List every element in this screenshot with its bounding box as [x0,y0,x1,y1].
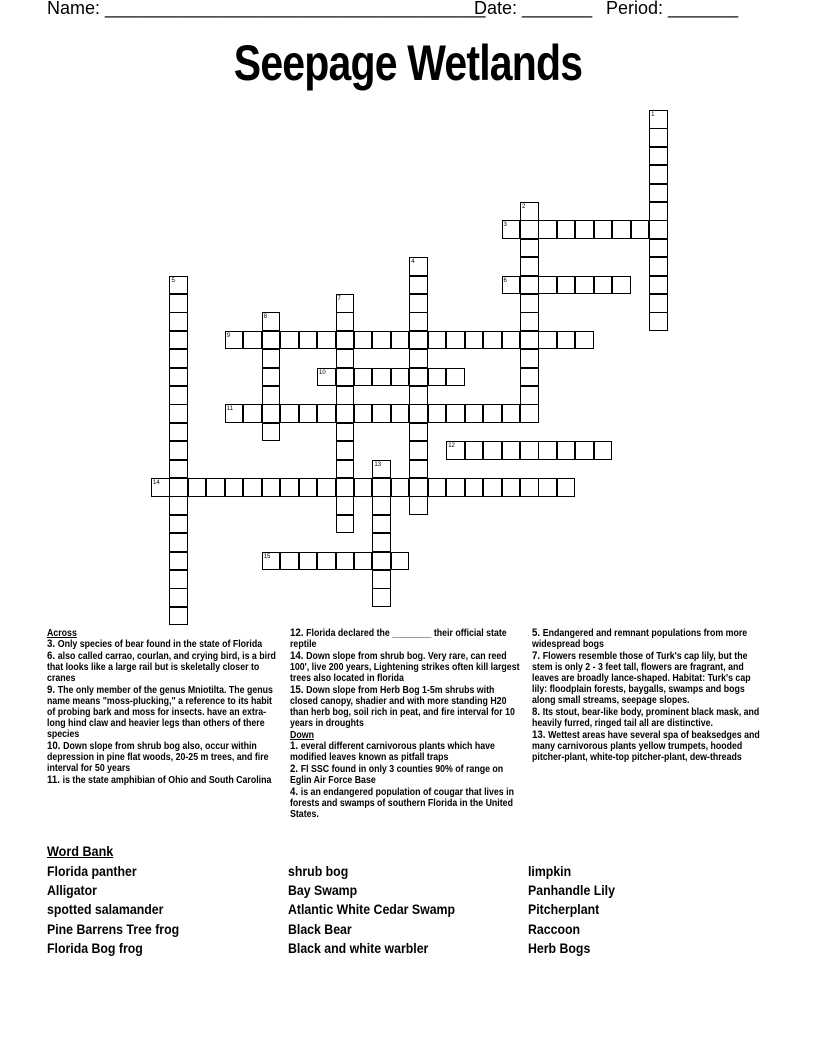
crossword-cell[interactable] [169,386,188,405]
cell-number: 10 [319,369,326,376]
crossword-cell[interactable] [594,220,613,239]
clue-text: Down slope from shrub bog also, occur within depression in pine flat woods, 20-25 m trees, and fire interval for 50 years [47,741,269,774]
crossword-cell[interactable] [169,552,188,571]
crossword-cell[interactable] [649,147,668,166]
cell-number: 2 [522,204,526,210]
crossword-cell[interactable] [354,404,373,423]
crossword-cell[interactable] [391,404,410,423]
across-clue-list-cont [290,628,523,729]
crossword-cell[interactable] [262,552,281,571]
clue-number: 15. [290,684,307,696]
crossword-cell[interactable] [428,331,447,350]
crossword-cell[interactable] [649,294,668,313]
word-bank-item: spotted salamander [47,901,164,918]
cell-number: 15 [263,553,271,560]
clue-number: 13. [532,729,549,741]
clue-text: also called carrao, courlan, and crying bird, is a bird that looks like a large rail but is skeletally closer to cranes [47,651,276,684]
crossword-cell[interactable] [612,220,631,239]
crossword-cell[interactable] [188,478,207,497]
crossword-cell[interactable] [372,588,391,607]
clue-number: 4. [290,786,301,798]
crossword-cell[interactable] [538,276,557,295]
crossword-cell[interactable] [354,331,373,350]
period-field: Period: _______ [606,0,739,18]
crossword-cell[interactable] [243,331,262,350]
crossword-cell[interactable] [409,404,428,423]
crossword-cell[interactable] [649,202,668,221]
crossword-cell[interactable] [649,257,668,276]
crossword-cell[interactable] [169,607,188,626]
crossword-cell[interactable] [649,110,668,129]
crossword-cell[interactable] [299,478,318,497]
crossword-cell[interactable] [631,220,650,239]
crossword-cell[interactable] [520,331,539,350]
crossword-cell[interactable] [502,441,521,460]
crossword-cell[interactable] [409,441,428,460]
word-bank-item: Herb Bogs [528,939,591,956]
clue-item [532,651,765,706]
crossword-cell[interactable] [409,460,428,479]
crossword-cell[interactable] [225,331,244,350]
crossword-cell[interactable] [446,331,465,350]
crossword-cell[interactable] [409,496,428,515]
crossword-cell[interactable] [538,478,557,497]
crossword-cell[interactable] [409,349,428,368]
crossword-cell[interactable] [317,552,336,571]
crossword-cell[interactable] [354,478,373,497]
clue-text: is an endangered population of cougar that lives in forests and swamps of southern Florida in the United States. [290,787,514,820]
crossword-cell[interactable] [169,276,188,295]
word-bank-column-2 [288,862,455,958]
crossword-cell[interactable] [575,331,594,350]
clue-number: 7. [532,650,543,662]
crossword-cell[interactable] [299,404,318,423]
crossword-cell[interactable] [280,552,299,571]
crossword-cell[interactable] [520,368,539,387]
crossword-cell[interactable] [169,331,188,350]
crossword-cell[interactable] [391,368,410,387]
crossword-cell[interactable] [409,478,428,497]
clue-text: Florida declared the ________ their official state reptile [290,628,507,650]
clue-item [532,730,765,763]
clue-item [290,764,523,786]
word-bank-item: Black Bear [288,920,352,937]
crossword-cell[interactable] [280,331,299,350]
crossword-cell[interactable] [262,331,281,350]
clue-item [47,685,280,740]
crossword-cell[interactable] [336,312,355,331]
crossword-cell[interactable] [446,478,465,497]
crossword-cell[interactable] [169,368,188,387]
crossword-cell[interactable] [409,331,428,350]
clue-number: 12. [290,627,307,639]
across-heading: Across [47,628,77,639]
word-bank-item: Bay Swamp [288,882,358,899]
crossword-cell[interactable] [391,331,410,350]
clues-column-3 [532,628,765,764]
crossword-cell[interactable] [372,478,391,497]
cell-number: 6 [503,277,507,284]
crossword-cell[interactable] [557,331,576,350]
crossword-cell[interactable] [612,276,631,295]
clue-text: is the state amphibian of Ohio and South Carolina [62,775,272,786]
crossword-cell[interactable] [372,533,391,552]
word-bank-item: limpkin [528,863,572,879]
crossword-cell[interactable] [409,368,428,387]
down-heading: Down [290,730,314,741]
crossword-cell[interactable] [557,276,576,295]
clues-column-1 [47,628,280,787]
crossword-cell[interactable] [557,478,576,497]
clue-number: 8. [532,706,543,718]
clue-item [290,628,523,650]
crossword-cell[interactable] [317,331,336,350]
word-bank-item: Pine Barrens Tree frog [47,920,180,937]
crossword-cell[interactable] [502,331,521,350]
word-bank-column-1 [47,862,179,958]
crossword-cell[interactable] [169,533,188,552]
crossword-cell[interactable] [391,478,410,497]
clue-number: 3. [47,638,58,650]
crossword-cell[interactable] [575,441,594,460]
crossword-cell[interactable] [262,478,281,497]
clue-item [532,707,765,729]
crossword-cell[interactable] [428,368,447,387]
cell-number: 4 [411,259,415,266]
crossword-cell[interactable] [409,423,428,442]
crossword-cell[interactable] [428,478,447,497]
crossword-cell[interactable] [649,312,668,331]
clue-item [47,651,280,684]
crossword-cell[interactable] [262,423,281,442]
crossword-cell[interactable] [336,478,355,497]
clue-item [47,775,280,786]
crossword-cell[interactable] [169,570,188,589]
crossword-cell[interactable] [317,404,336,423]
crossword-cell[interactable] [409,386,428,405]
crossword-cell[interactable] [336,331,355,350]
crossword-cell[interactable] [336,404,355,423]
clue-number: 14. [290,650,307,662]
cell-number: 13 [374,461,382,468]
crossword-cell[interactable] [372,460,391,479]
cell-number: 9 [226,332,231,339]
crossword-cell[interactable] [520,349,539,368]
word-bank-item: Florida panther [47,863,137,879]
clue-item [47,741,280,774]
word-bank-item: Alligator [47,882,97,899]
clue-text: Fl SSC found in only 3 counties 90% of range on Eglin Air Force Base [290,764,504,786]
crossword-cell[interactable] [409,276,428,295]
crossword-cell[interactable] [262,349,281,368]
crossword-cell[interactable] [446,441,465,460]
crossword-cell[interactable] [409,257,428,276]
crossword-cell[interactable] [336,349,355,368]
cell-number: 11 [226,406,234,413]
crossword-cell[interactable] [169,349,188,368]
crossword-cell[interactable] [336,368,355,387]
crossword-cell[interactable] [354,368,373,387]
crossword-cell[interactable] [391,552,410,571]
word-bank-item: Black and white warbler [288,939,429,956]
crossword-cell[interactable] [262,312,281,331]
crossword-cell[interactable] [520,202,539,221]
word-bank-item: Atlantic White Cedar Swamp [288,901,456,918]
word-bank-title: Word Bank [47,843,114,859]
crossword-cell[interactable] [169,423,188,442]
down-clue-list-cont [532,628,765,763]
crossword-cell[interactable] [280,478,299,497]
clue-text: Down slope from Herb Bog 1-5m shrubs with closed canopy, shadier and with more standing H20 than herb bog, soil rich in peat, and fire interval for 10 years in droughts [290,685,515,729]
crossword-cell[interactable] [483,478,502,497]
crossword-cell[interactable] [502,404,521,423]
clue-number: 2. [290,763,301,775]
word-bank-item: Florida Bog frog [47,939,143,956]
crossword-cell[interactable] [483,441,502,460]
crossword-cell[interactable] [169,441,188,460]
crossword-cell[interactable] [446,404,465,423]
date-field: Date: _______ [474,0,593,18]
crossword-cell[interactable] [372,552,391,571]
crossword-cell[interactable] [169,460,188,479]
clue-text: Flowers resemble those of Turk's cap lily, but the stem is only 2 - 3 feet tall, flowers are fragrant, and leaves are broadly lance-shaped. Habitat: Turk's cap lily: floodplain forests, baygalls, swamps and bogs along small streams, seepage slopes. [532,651,751,706]
crossword-cell[interactable] [575,220,594,239]
crossword-cell[interactable] [538,331,557,350]
crossword-cell[interactable] [299,552,318,571]
crossword-cell[interactable] [262,368,281,387]
crossword-cell[interactable] [372,404,391,423]
cell-number: 12 [448,443,455,450]
crossword-cell[interactable] [336,552,355,571]
crossword-cell[interactable] [502,220,521,239]
crossword-cell[interactable] [262,386,281,405]
clue-text: everal different carnivorous plants which have modified leaves known as pitfall traps [290,741,495,763]
crossword-cell[interactable] [465,331,484,350]
crossword-cell[interactable] [483,404,502,423]
clue-item [290,741,523,763]
crossword-cell[interactable] [575,276,594,295]
crossword-cell[interactable] [520,257,539,276]
crossword-cell[interactable] [594,276,613,295]
crossword-cell[interactable] [465,441,484,460]
crossword-cell[interactable] [538,441,557,460]
clue-item [532,628,765,650]
crossword-cell[interactable] [336,496,355,515]
crossword-cell[interactable] [520,478,539,497]
crossword-cell[interactable] [520,220,539,239]
clue-number: 10. [47,740,64,752]
crossword-cell[interactable] [502,276,521,295]
crossword-cell[interactable] [446,368,465,387]
crossword-cell[interactable] [502,478,521,497]
crossword-cell[interactable] [483,331,502,350]
word-bank-item: Pitcherplant [528,901,600,918]
crossword-cell[interactable] [372,496,391,515]
crossword-cell[interactable] [520,386,539,405]
crossword-cell[interactable] [336,294,355,313]
clue-item [290,787,523,820]
word-bank-column-3 [528,862,615,958]
cell-number: 8 [263,314,268,321]
clue-text: The only member of the genus Mniotilta. The genus name means "moss-plucking," a reference to its habit of probing bark and moss for insects. have an extra-long hind claw and heavier legs than others of there species [47,685,273,740]
crossword-cell[interactable] [428,404,447,423]
crossword-cell[interactable] [169,312,188,331]
clue-item [47,639,280,650]
clue-number: 5. [532,627,543,639]
clue-number: 1. [290,740,301,752]
crossword-cell[interactable] [169,515,188,534]
crossword-cell[interactable] [336,423,355,442]
crossword-cell[interactable] [336,386,355,405]
crossword-cell[interactable] [243,478,262,497]
crossword-cell[interactable] [299,331,318,350]
page-title: Seepage Wetlands [233,35,583,91]
crossword-cell[interactable] [520,294,539,313]
clue-text: Down slope from shrub bog. Very rare, can reed 100', live 200 years, Lightening strikes often kill largest trees also located in florida [290,651,520,684]
crossword-cell[interactable] [594,441,613,460]
clue-number: 6. [47,650,58,662]
crossword-cell[interactable] [317,478,336,497]
crossword-cell[interactable] [243,404,262,423]
crossword-cell[interactable] [336,515,355,534]
crossword-cell[interactable] [336,460,355,479]
crossword-cell[interactable] [206,478,225,497]
cell-number: 14 [153,480,160,486]
crossword-cell[interactable] [280,404,299,423]
clue-text: Only species of bear found in the state of Florida [57,639,263,650]
clue-number: 9. [47,684,58,696]
crossword-cell[interactable] [169,404,188,423]
clue-item [290,651,523,684]
crossword-cell[interactable] [520,312,539,331]
crossword-cell[interactable] [372,331,391,350]
crossword-cell[interactable] [151,478,170,497]
crossword-cell[interactable] [520,441,539,460]
clue-item [290,685,523,729]
crossword-cell[interactable] [336,441,355,460]
crossword-cell[interactable] [649,184,668,203]
crossword-cell[interactable] [169,496,188,515]
crossword-cell[interactable] [649,128,668,147]
crossword-cell[interactable] [649,239,668,258]
crossword-cell[interactable] [372,515,391,534]
crossword-cell[interactable] [649,165,668,184]
crossword-cell[interactable] [649,276,668,295]
crossword-cell[interactable] [354,552,373,571]
crossword-cell[interactable] [169,294,188,313]
word-bank-item: shrub bog [288,863,349,879]
cell-number: 3 [503,222,507,229]
crossword-cell[interactable] [409,294,428,313]
crossword-cell[interactable] [557,441,576,460]
name-field: Name: ______________________________________ [47,0,486,18]
crossword-cell[interactable] [372,570,391,589]
crossword-cell[interactable] [409,312,428,331]
clue-text: Wettest areas have several spa of beaksedges and many carnivorous plants yellow trumpets, hooded pitcher-plant, white-top pitcher-plant, dew-threads [532,730,760,763]
cell-number: 7 [337,296,341,302]
word-bank-item: Panhandle Lily [528,882,615,899]
crossword-cell[interactable] [538,220,557,239]
word-bank-item: Raccoon [528,920,581,937]
crossword-cell[interactable] [317,368,336,387]
crossword-cell[interactable] [465,404,484,423]
across-clue-list [47,639,280,786]
crossword-cell[interactable] [649,220,668,239]
crossword-cell[interactable] [262,404,281,423]
crossword-cell[interactable] [225,478,244,497]
crossword-cell[interactable] [465,478,484,497]
clue-text: Endangered and remnant populations from more widespread bogs [532,628,748,650]
clue-text: Its stout, bear-like body, prominent black mask, and heavily furred, ringed tail all are distinctive. [532,707,760,729]
crossword-cell[interactable] [520,239,539,258]
crossword-cell[interactable] [520,404,539,423]
crossword-cell[interactable] [372,368,391,387]
cell-number: 5 [171,277,175,284]
crossword-cell[interactable] [225,404,244,423]
crossword-cell[interactable] [169,588,188,607]
crossword-cell[interactable] [557,220,576,239]
down-clue-list [290,741,523,820]
clue-number: 11. [47,774,63,786]
cell-number: 1 [651,112,655,118]
crossword-cell[interactable] [169,478,188,497]
crossword-cell[interactable] [520,276,539,295]
clues-column-2 [290,628,523,821]
